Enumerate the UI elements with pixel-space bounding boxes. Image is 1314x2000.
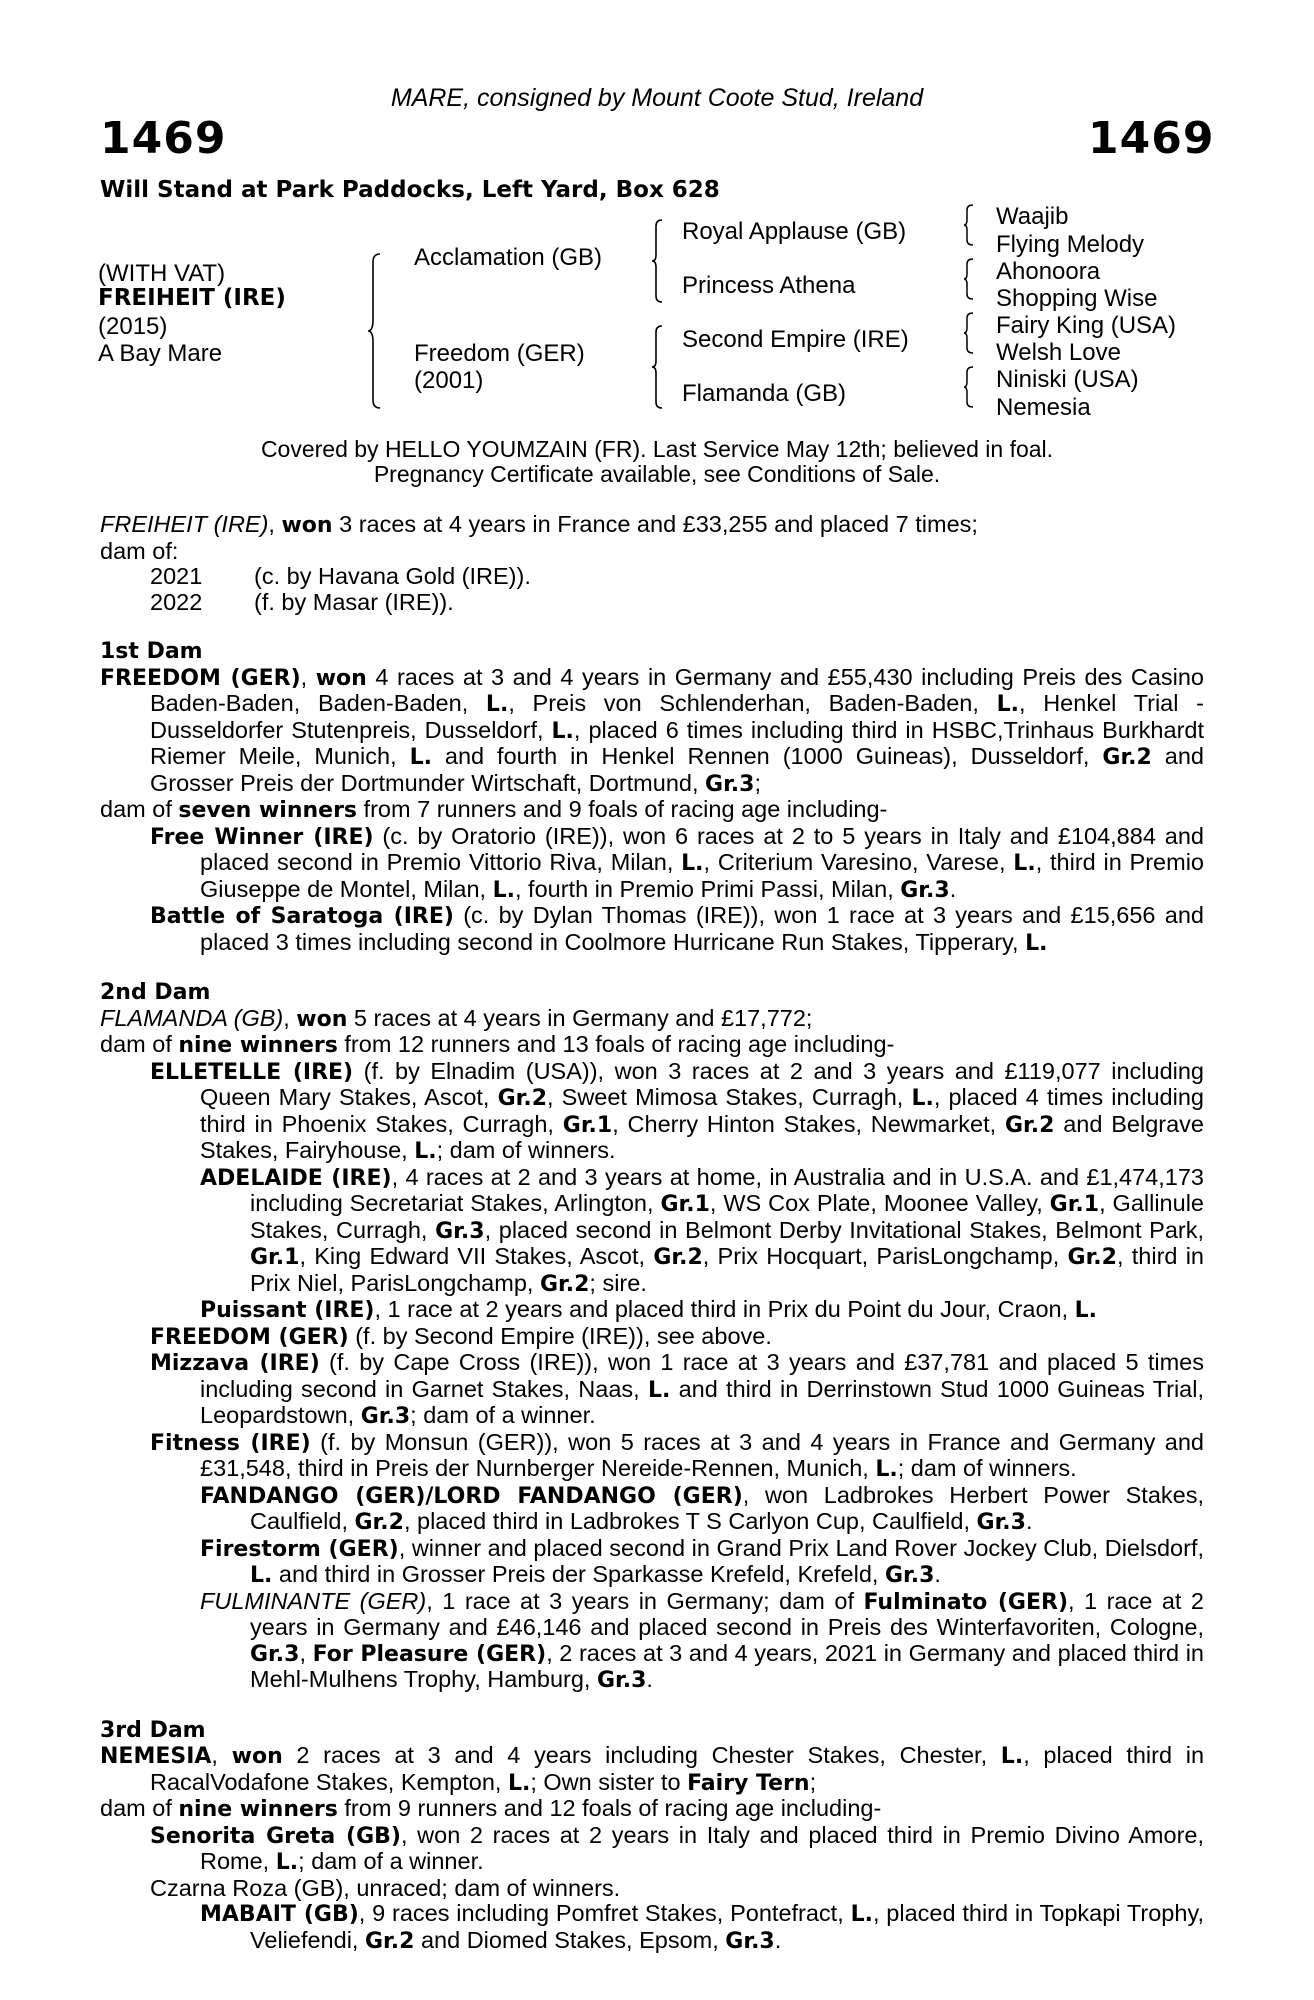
firestorm-entry: Firestorm (GER), winner and placed second in Grand Prix Land Rover Jockey Club, Dielsdorf, L. and third in Grosser Preis der Sparkasse Krefeld, Krefeld, Gr.3.	[200, 1534, 1205, 1588]
intro-dam-of: dam of:	[100, 537, 179, 564]
mabait-entry: MABAIT (GB), 9 races including Pomfret Stakes, Pontefract, L., placed third in Topkapi Trophy, Veliefendi, Gr.2 and Diomed Stakes, Epsom, Gr.3.	[200, 1900, 1204, 1954]
sire-dam: Princess Athena	[682, 272, 856, 299]
ped-ahonoora: Ahonoora	[996, 258, 1101, 285]
progeny-row: 2021 (c. by Havana Gold (IRE)).	[150, 563, 531, 589]
horse-year: (2015)	[98, 313, 168, 340]
elletelle-entry: ELLETELLE (IRE) (f. by Elnadim (USA)), won 3 races at 2 and 3 years and £119,077 including Queen Mary Stakes, Ascot, Gr.2, Sweet Mimosa Stakes, Curragh, L., placed 4 times including third in Phoenix Stakes, Curragh, Gr.1, Cherry Hinton Stakes, Newmarket, Gr.2 and Belgrave Stakes, Fairyhouse, L.; dam of winners.	[150, 1057, 1204, 1164]
adelaide-entry: ADELAIDE (IRE), 4 races at 2 and 3 years at home, in Australia and in U.S.A. and £1,474,173 including Secretariat Stakes, Arlington, Gr.1, WS Cox Plate, Moonee Valley, Gr.1, Gallinule Stakes, Curragh, Gr.3, placed second in Belmont Derby Invitational Stakes, Belmont Park, Gr.1, King Edward VII Stakes, Ascot, Gr.2, Prix Hocquart, ParisLongchamp, Gr.2, third in Prix Niel, ParisLongchamp, Gr.2; sire.	[200, 1163, 1205, 1297]
third-dam-record: NEMESIA, won 2 races at 3 and 4 years including Chester Stakes, Chester, L., placed third in RacalVodafone Stakes, Kempton, L.; Own sister to Fairy Tern;	[100, 1742, 1205, 1796]
czarna-roza-entry: Czarna Roza (GB), unraced; dam of winners.	[150, 1874, 621, 1901]
sire-name: Acclamation (GB)	[414, 244, 603, 271]
dam-name: Freedom (GER)	[414, 340, 585, 367]
bracket-dam	[652, 326, 668, 408]
lot-number-left: 1469	[100, 113, 227, 164]
progeny-row: 2022 (f. by Masar (IRE)).	[150, 588, 454, 615]
stable-location: Will Stand at Park Paddocks, Left Yard, Box 628	[100, 177, 720, 203]
bracket-sd	[964, 259, 978, 299]
bracket-ss	[964, 205, 978, 245]
senorita-greta-entry: Senorita Greta (GB), won 2 races at 2 years in Italy and placed third in Premio Divino Amore, Rome, L.; dam of a winner.	[150, 1821, 1205, 1875]
intro-line: FREIHEIT (IRE), won 3 races at 4 years in France and £33,255 and placed 7 times;	[100, 511, 978, 538]
fulminante-entry: FULMINANTE (GER), 1 race at 3 years in Germany; dam of Fulminato (GER), 1 race at 2 years in Germany and £46,146 and placed second in Preis des Winterfavoriten, Cologne, Gr.3, For Pleasure (GER), 2 races at 3 and 4 years, 2021 in Germany and placed third in Mehl-Mulhens Trophy, Hamburg, Gr.3.	[200, 1587, 1205, 1693]
cover-note-line1: Covered by HELLO YOUMZAIN (FR). Last Service May 12th; believed in foal.	[260, 436, 1054, 462]
first-dam-record: FREEDOM (GER), won 4 races at 3 and 4 years in Germany and £55,430 including Preis des Casino Baden-Baden, Baden-Baden, L., Preis von Schlenderhan, Baden-Baden, L., Henkel Trial - Dusseldorfer Stutenpreis, Dusseldorf, L., placed 6 times including third in HSBC,Trinhaus Burkhardt Riemer Meile, Munich, L. and fourth in Henkel Rennen (1000 Guineas), Dusseldorf, Gr.2 and Grosser Preis der Dortmunder Wirtschaft, Dortmund, Gr.3;	[100, 663, 1205, 797]
second-dam-heading: 2nd Dam	[100, 980, 211, 1005]
ped-welsh-love: Welsh Love	[996, 339, 1121, 366]
battle-of-saratoga-entry: Battle of Saratoga (IRE) (c. by Dylan Thomas (IRE)), won 1 race at 3 years and £15,656 and placed 3 times including second in Coolmore Hurricane Run Stakes, Tipperary, L.	[150, 902, 1204, 956]
bracket-main	[368, 254, 388, 408]
mizzava-entry: Mizzava (IRE) (f. by Cape Cross (IRE)), won 1 race at 3 years and £37,781 and placed 5 times including second in Garnet Stakes, Naas, L. and third in Derrinstown Stud 1000 Guineas Trial, Leopardstown, Gr.3; dam of a winner.	[150, 1349, 1205, 1429]
bracket-dd	[964, 367, 978, 407]
ped-waajib: Waajib	[996, 203, 1069, 230]
second-dam-produce-summary: dam of nine winners from 12 runners and 13 foals of racing age including-	[100, 1031, 895, 1058]
ped-flying-melody: Flying Melody	[996, 231, 1145, 258]
fandango-entry: FANDANGO (GER)/LORD FANDANGO (GER), won Ladbrokes Herbert Power Stakes, Caulfield, Gr.2, placed third in Ladbrokes T S Carlyon Cup, Caulfield, Gr.3.	[200, 1481, 1204, 1535]
puissant-entry: Puissant (IRE), 1 race at 2 years and placed third in Prix du Point du Jour, Craon, L.	[200, 1296, 1098, 1323]
fitness-entry: Fitness (IRE) (f. by Monsun (GER)), won 5 races at 3 and 4 years in France and Germany and £31,548, third in Preis der Nurnberger Nereide-Rennen, Munich, L.; dam of winners.	[150, 1428, 1205, 1482]
ped-shopping-wise: Shopping Wise	[996, 285, 1158, 312]
second-dam-record: FLAMANDA (GB), won 5 races at 4 years in Germany and £17,772;	[100, 1004, 813, 1032]
dam-sire: Second Empire (IRE)	[682, 326, 909, 353]
horse-description: A Bay Mare	[98, 340, 223, 367]
first-dam-heading: 1st Dam	[100, 639, 203, 664]
ped-fairy-king: Fairy King (USA)	[996, 312, 1177, 339]
free-winner-entry: Free Winner (IRE) (c. by Oratorio (IRE)), won 6 races at 2 to 5 years in Italy and £104,884 and placed second in Premio Vittorio Riva, Milan, L., Criterium Varesino, Varese, L., third in Premio Giuseppe de Montel, Milan, L., fourth in Premio Primi Passi, Milan, Gr.3.	[150, 822, 1204, 903]
produce-record	[100, 512, 1204, 1954]
horse-name: FREIHEIT (IRE)	[98, 285, 286, 311]
dam-dam: Flamanda (GB)	[682, 380, 847, 407]
freedom-entry: FREEDOM (GER) (f. by Second Empire (IRE)), see above.	[150, 1322, 772, 1350]
consignor-line: MARE, consigned by Mount Coote Stud, Ireland	[390, 84, 924, 112]
bracket-ds	[964, 313, 978, 353]
dam-year: (2001)	[414, 367, 484, 394]
first-dam-produce-summary: dam of seven winners from 7 runners and 9 foals of racing age including-	[100, 796, 888, 823]
bracket-sire	[652, 220, 668, 302]
third-dam-heading: 3rd Dam	[100, 1717, 206, 1743]
third-dam-produce-summary: dam of nine winners from 9 runners and 12 foals of racing age including-	[100, 1795, 882, 1822]
ped-niniski: Niniski (USA)	[996, 366, 1139, 393]
vat-note: (WITH VAT)	[98, 260, 226, 287]
cover-note-line2: Pregnancy Certificate available, see Conditions of Sale.	[373, 461, 941, 487]
sire-sire: Royal Applause (GB)	[682, 218, 907, 245]
lot-number-right: 1469	[1088, 113, 1215, 164]
ped-nemesia: Nemesia	[996, 394, 1091, 421]
